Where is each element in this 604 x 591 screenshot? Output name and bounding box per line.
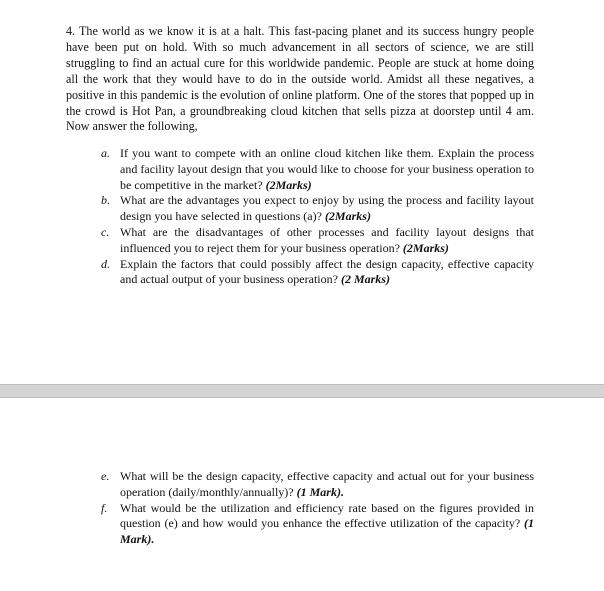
document-page-2	[0, 398, 604, 591]
marks-label: (2 Marks)	[340, 272, 390, 287]
sub-question-marker: f.	[101, 500, 108, 515]
sub-question-d	[101, 257, 534, 289]
sub-question-marker: d.	[101, 256, 110, 271]
marks-label: (2Marks)	[265, 177, 312, 192]
sub-question-marker: e.	[101, 469, 110, 483]
marks-label: (1 Mark).	[120, 516, 534, 547]
sub-question-text: What would be the utilization and efficiency rate based on the figures provided in question (e) and how would you enhance the effective utilization of the capacity?	[120, 500, 534, 531]
sub-question-f	[101, 501, 534, 548]
sub-question-text: What are the advantages you expect to enjoy by using the process and facility layout design you have selected in questions (a)?	[120, 193, 534, 224]
sub-question-text: Explain the factors that could possibly affect the design capacity, effective capacity and actual output of your business operation?	[120, 256, 534, 287]
sub-question-list	[101, 146, 534, 288]
sub-question-text: What will be the design capacity, effective capacity and actual out for your business operation (daily/monthly/annually)?	[120, 469, 534, 499]
marks-label: (1 Mark).	[296, 484, 344, 499]
marks-label: (2Marks)	[402, 240, 449, 255]
sub-question-marker: b.	[101, 193, 110, 208]
question-intro: 4. The world as we know it is at a halt. This fast-pacing planet and its success hungry people have been put on hold. With so much advancement in all sectors of science, we are still struggling to find an actual cure for this worldwide pandemic. People are stuck at home doing all the work that they would have to do in the outside world. Amidst all these negatives, a positive in this pandemic is the evolution of online platform. One of the stores that popped up in the crowd is Hot Pan, a groundbreaking cloud kitchen that sells pizza at doorstep until 4 am. Now answer the following,	[66, 24, 534, 134]
sub-question-list-continued	[101, 469, 534, 548]
sub-question-marker: c.	[101, 224, 110, 239]
sub-question-text: What are the disadvantages of other processes and facility layout designs that influenced you to reject them for your business operation?	[120, 224, 534, 255]
sub-question-e	[101, 469, 534, 501]
marks-label: (2Marks)	[324, 209, 371, 224]
sub-question-marker: a.	[101, 146, 110, 160]
page-separator	[0, 384, 604, 398]
sub-question-a	[101, 146, 534, 193]
sub-question-b	[101, 193, 534, 225]
sub-question-text: If you want to compete with an online cloud kitchen like them. Explain the process and facility layout design that you would like to choose for your business operation to be competitive in the market?	[120, 146, 534, 192]
sub-question-c	[101, 225, 534, 257]
